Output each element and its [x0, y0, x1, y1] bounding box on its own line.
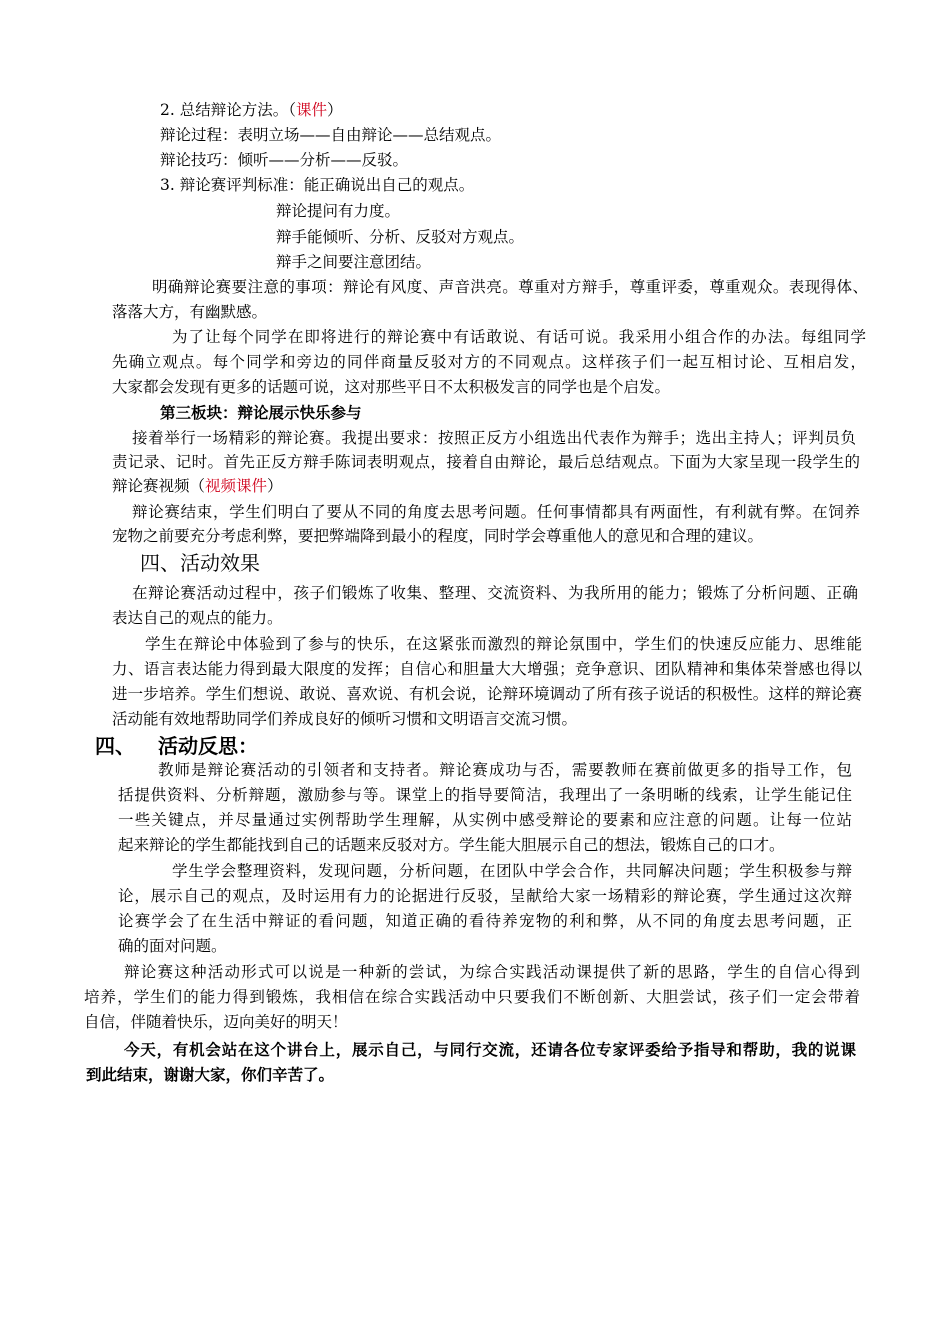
reflection-paragraph: 学生学会整理资料，发现问题，分析问题，在团队中学会合作，共同解决问题；学生积极参与辩 [172, 862, 852, 880]
judging-criteria: 3. 辩论赛评判标准：能正确说出自己的观点。 [160, 176, 475, 194]
effect-paragraph: 活动能有效地帮助同学们养成良好的倾听习惯和文明语言交流习惯。 [112, 710, 578, 728]
group-paragraph: 为了让每个同学在即将进行的辩论赛中有话敢说、有话可说。我采用小组合作的办法。每组同学 [172, 328, 866, 346]
effect-paragraph: 学生在辩论中体验到了参与的快乐，在这紧张而激烈的辩论氛围中，学生们的快速反应能力、思维能 [145, 635, 862, 653]
reflection-paragraph: 确的面对问题。 [118, 937, 227, 955]
method-item: 2. 总结辩论方法。（课件） [160, 101, 343, 119]
reflection-paragraph: 起来辩论的学生都能找到自己的话题来反驳对方。学生能大胆展示自己的想法，锻炼自己的口才。 [118, 836, 785, 854]
criteria-item: 辩论提问有力度。 [276, 202, 401, 220]
block3-title: 第三板块：辩论展示快乐参与 [160, 403, 362, 422]
group-paragraph: 先确立观点。每个同学和旁边的同伴商量反驳对方的不同观点。这样孩子们一起互相讨论、互相启发， [112, 353, 866, 371]
block3-conclusion: 宠物之前要充分考虑利弊，要把弊端降到最小的程度，同时学会尊重他人的意见和合理的建议。 [112, 527, 764, 545]
block3-paragraph: 接着举行一场精彩的辩论赛。我提出要求：按照正反方小组选出代表作为辩手；选出主持人；评判员负 [132, 429, 856, 447]
block3-paragraph: 辩论赛视频（视频课件） [112, 477, 283, 495]
block3-conclusion: 辩论赛结束，学生们明白了要从不同的角度去思考问题。任何事情都具有两面性，有利就有弊。在饲养 [132, 503, 860, 521]
reflection-paragraph: 论赛学会了在生活中辩证的看问题，知道正确的看待养宠物的利和弊，从不同的角度去思考问题，正 [118, 912, 852, 930]
reflection-heading: 活动反思： [158, 734, 258, 758]
closing-remarks: 到此结束，谢谢大家，你们辛苦了。 [86, 1065, 335, 1084]
group-paragraph: 大家都会发现有更多的话题可说，这对那些平日不太积极发言的同学也是个启发。 [112, 378, 671, 396]
video-courseware-link: 视频课件 [205, 477, 268, 495]
notice-paragraph: 落落大方，有幽默感。 [112, 303, 268, 321]
reflection-paragraph: 教师是辩论赛活动的引领者和支持者。辩论赛成功与否，需要教师在赛前做更多的指导工作，包 [158, 761, 852, 779]
effect-heading: 四、活动效果 [140, 551, 260, 575]
reflection-paragraph: 论，展示自己的观点，及时运用有力的论据进行反驳，呈献给大家一场精彩的辩论赛，学生通过这次辩 [118, 887, 852, 905]
closing-remarks: 今天，有机会站在这个讲台上，展示自己，与同行交流，还请各位专家评委给予指导和帮助，我的说课 [124, 1040, 856, 1059]
reflection-paragraph: 自信，伴随着快乐，迈向美好的明天！ [84, 1013, 348, 1031]
effect-paragraph: 进一步培养。学生们想说、敢说、喜欢说、有机会说，论辩环境调动了所有孩子说话的积极性。这样的辩论赛 [112, 685, 862, 703]
block3-paragraph: 责记录、记时。首先正反方辩手陈词表明观点，接着自由辩论，最后总结观点。下面为大家呈现一段学生的 [112, 453, 860, 471]
debate-skill: 辩论技巧：倾听——分析——反驳。 [160, 151, 409, 169]
notice-paragraph: 明确辩论赛要注意的事项：辩论有风度、声音洪亮。尊重对方辩手，尊重评委，尊重观众。表现得体、 [152, 278, 868, 296]
effect-paragraph: 表达自己的观点的能力。 [112, 609, 283, 627]
effect-paragraph: 力、语言表达能力得到最大限度的发挥；自信心和胆量大大增强；竞争意识、团队精神和集体荣誉感也得以 [112, 660, 862, 678]
reflection-paragraph: 培养，学生们的能力得到锻炼，我相信在综合实践活动中只要我们不断创新、大胆尝试，孩子们一定会带着 [84, 988, 860, 1006]
criteria-item: 辩手能倾听、分析、反驳对方观点。 [276, 228, 525, 246]
debate-process: 辩论过程：表明立场——自由辩论——总结观点。 [160, 126, 502, 144]
criteria-item: 辩手之间要注意团结。 [276, 253, 432, 271]
reflection-paragraph: 辩论赛这种活动形式可以说是一种新的尝试，为综合实践活动课提供了新的思路，学生的自信心得到 [124, 963, 860, 981]
courseware-link: 课件 [295, 101, 327, 119]
reflection-paragraph: 括提供资料、分析辩题，激励参与等。课堂上的指导要简洁，我理出了一条明晰的线索，让学生能记住 [118, 786, 852, 804]
effect-paragraph: 在辩论赛活动过程中，孩子们锻炼了收集、整理、交流资料、为我所用的能力；锻炼了分析问题、正确 [132, 584, 858, 602]
reflection-heading-number: 四、 [95, 734, 135, 758]
reflection-paragraph: 一些关键点，并尽量通过实例帮助学生理解，从实例中感受辩论的要素和应注意的问题。让每一位站 [118, 811, 852, 829]
